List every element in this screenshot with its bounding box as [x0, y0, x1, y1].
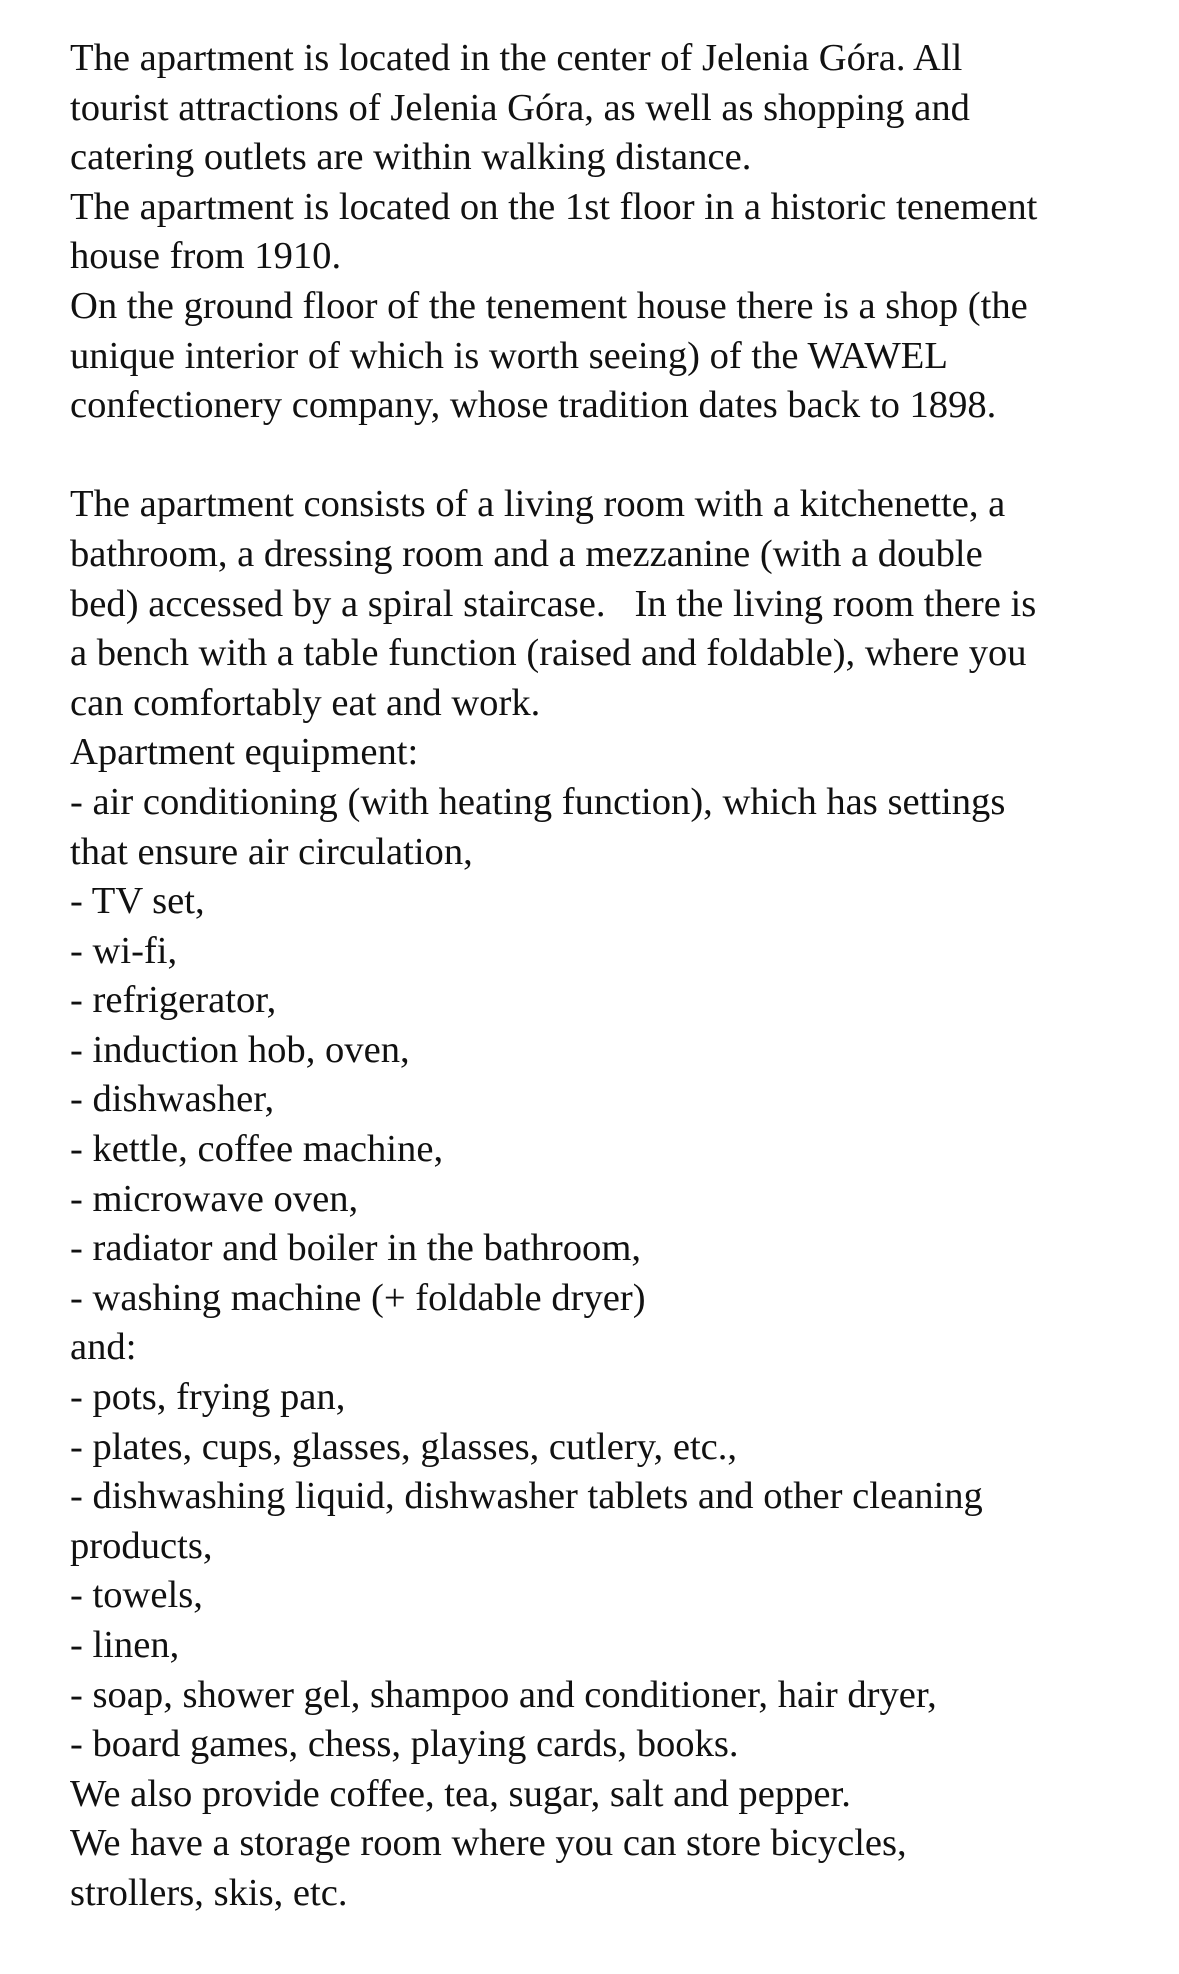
text-line: strollers, skis, etc. — [70, 1871, 348, 1914]
extras-heading: and: — [70, 1326, 137, 1369]
text-line: bed) accessed by a spiral staircase. In the living room there is — [70, 582, 1037, 625]
text-line: bathroom, a dressing room and a mezzanine (with a double — [70, 532, 983, 575]
list-item: - induction hob, oven, — [70, 1028, 410, 1071]
equipment-section — [70, 728, 1160, 1323]
paragraph-gap — [70, 431, 1160, 481]
list-item: - microwave oven, — [70, 1177, 359, 1220]
text-line: confectionery company, whose tradition dates back to 1898. — [70, 384, 997, 427]
list-item: that ensure air circulation, — [70, 830, 473, 873]
list-item: - refrigerator, — [70, 979, 277, 1022]
list-item: - towels, — [70, 1574, 203, 1617]
text-line: We have a storage room where you can store bicycles, — [70, 1822, 907, 1865]
list-item: - radiator and boiler in the bathroom, — [70, 1227, 641, 1270]
text-line: a bench with a table function (raised and foldable), where you — [70, 632, 1027, 675]
text-line: catering outlets are within walking distance. — [70, 136, 752, 179]
text-line: On the ground floor of the tenement house there is a shop (the — [70, 284, 1028, 327]
list-item: - wi-fi, — [70, 929, 178, 972]
apartment-description — [70, 34, 1160, 1919]
text-line: house from 1910. — [70, 235, 342, 278]
list-item: - air conditioning (with heating function), which has settings — [70, 780, 1006, 823]
list-item: products, — [70, 1524, 213, 1567]
list-item: - dishwashing liquid, dishwasher tablets and other cleaning — [70, 1475, 983, 1518]
list-item: - pots, frying pan, — [70, 1376, 346, 1419]
list-item: - plates, cups, glasses, glasses, cutlery, etc., — [70, 1425, 738, 1468]
text-line: can comfortably eat and work. — [70, 681, 541, 724]
text-line: We also provide coffee, tea, sugar, salt and pepper. — [70, 1772, 851, 1815]
layout-paragraph — [70, 480, 1160, 728]
text-line: The apartment consists of a living room with a kitchenette, a — [70, 483, 1006, 526]
text-line: The apartment is located on the 1st floor in a historic tenement — [70, 185, 1038, 228]
intro-paragraph — [70, 34, 1160, 431]
list-item: - kettle, coffee machine, — [70, 1128, 444, 1171]
list-item: - board games, chess, playing cards, books. — [70, 1723, 739, 1766]
list-item: - washing machine (+ foldable dryer) — [70, 1276, 646, 1319]
extras-section — [70, 1323, 1160, 1769]
list-item: - soap, shower gel, shampoo and conditioner, hair dryer, — [70, 1673, 937, 1716]
text-line: tourist attractions of Jelenia Góra, as well as shopping and — [70, 86, 970, 129]
text-line: The apartment is located in the center of Jelenia Góra. All — [70, 37, 963, 79]
text-line: unique interior of which is worth seeing) of the WAWEL — [70, 334, 948, 377]
list-item: - TV set, — [70, 880, 205, 923]
closing-section — [70, 1770, 1160, 1919]
equipment-heading: Apartment equipment: — [70, 731, 419, 774]
list-item: - dishwasher, — [70, 1078, 275, 1121]
list-item: - linen, — [70, 1624, 180, 1666]
